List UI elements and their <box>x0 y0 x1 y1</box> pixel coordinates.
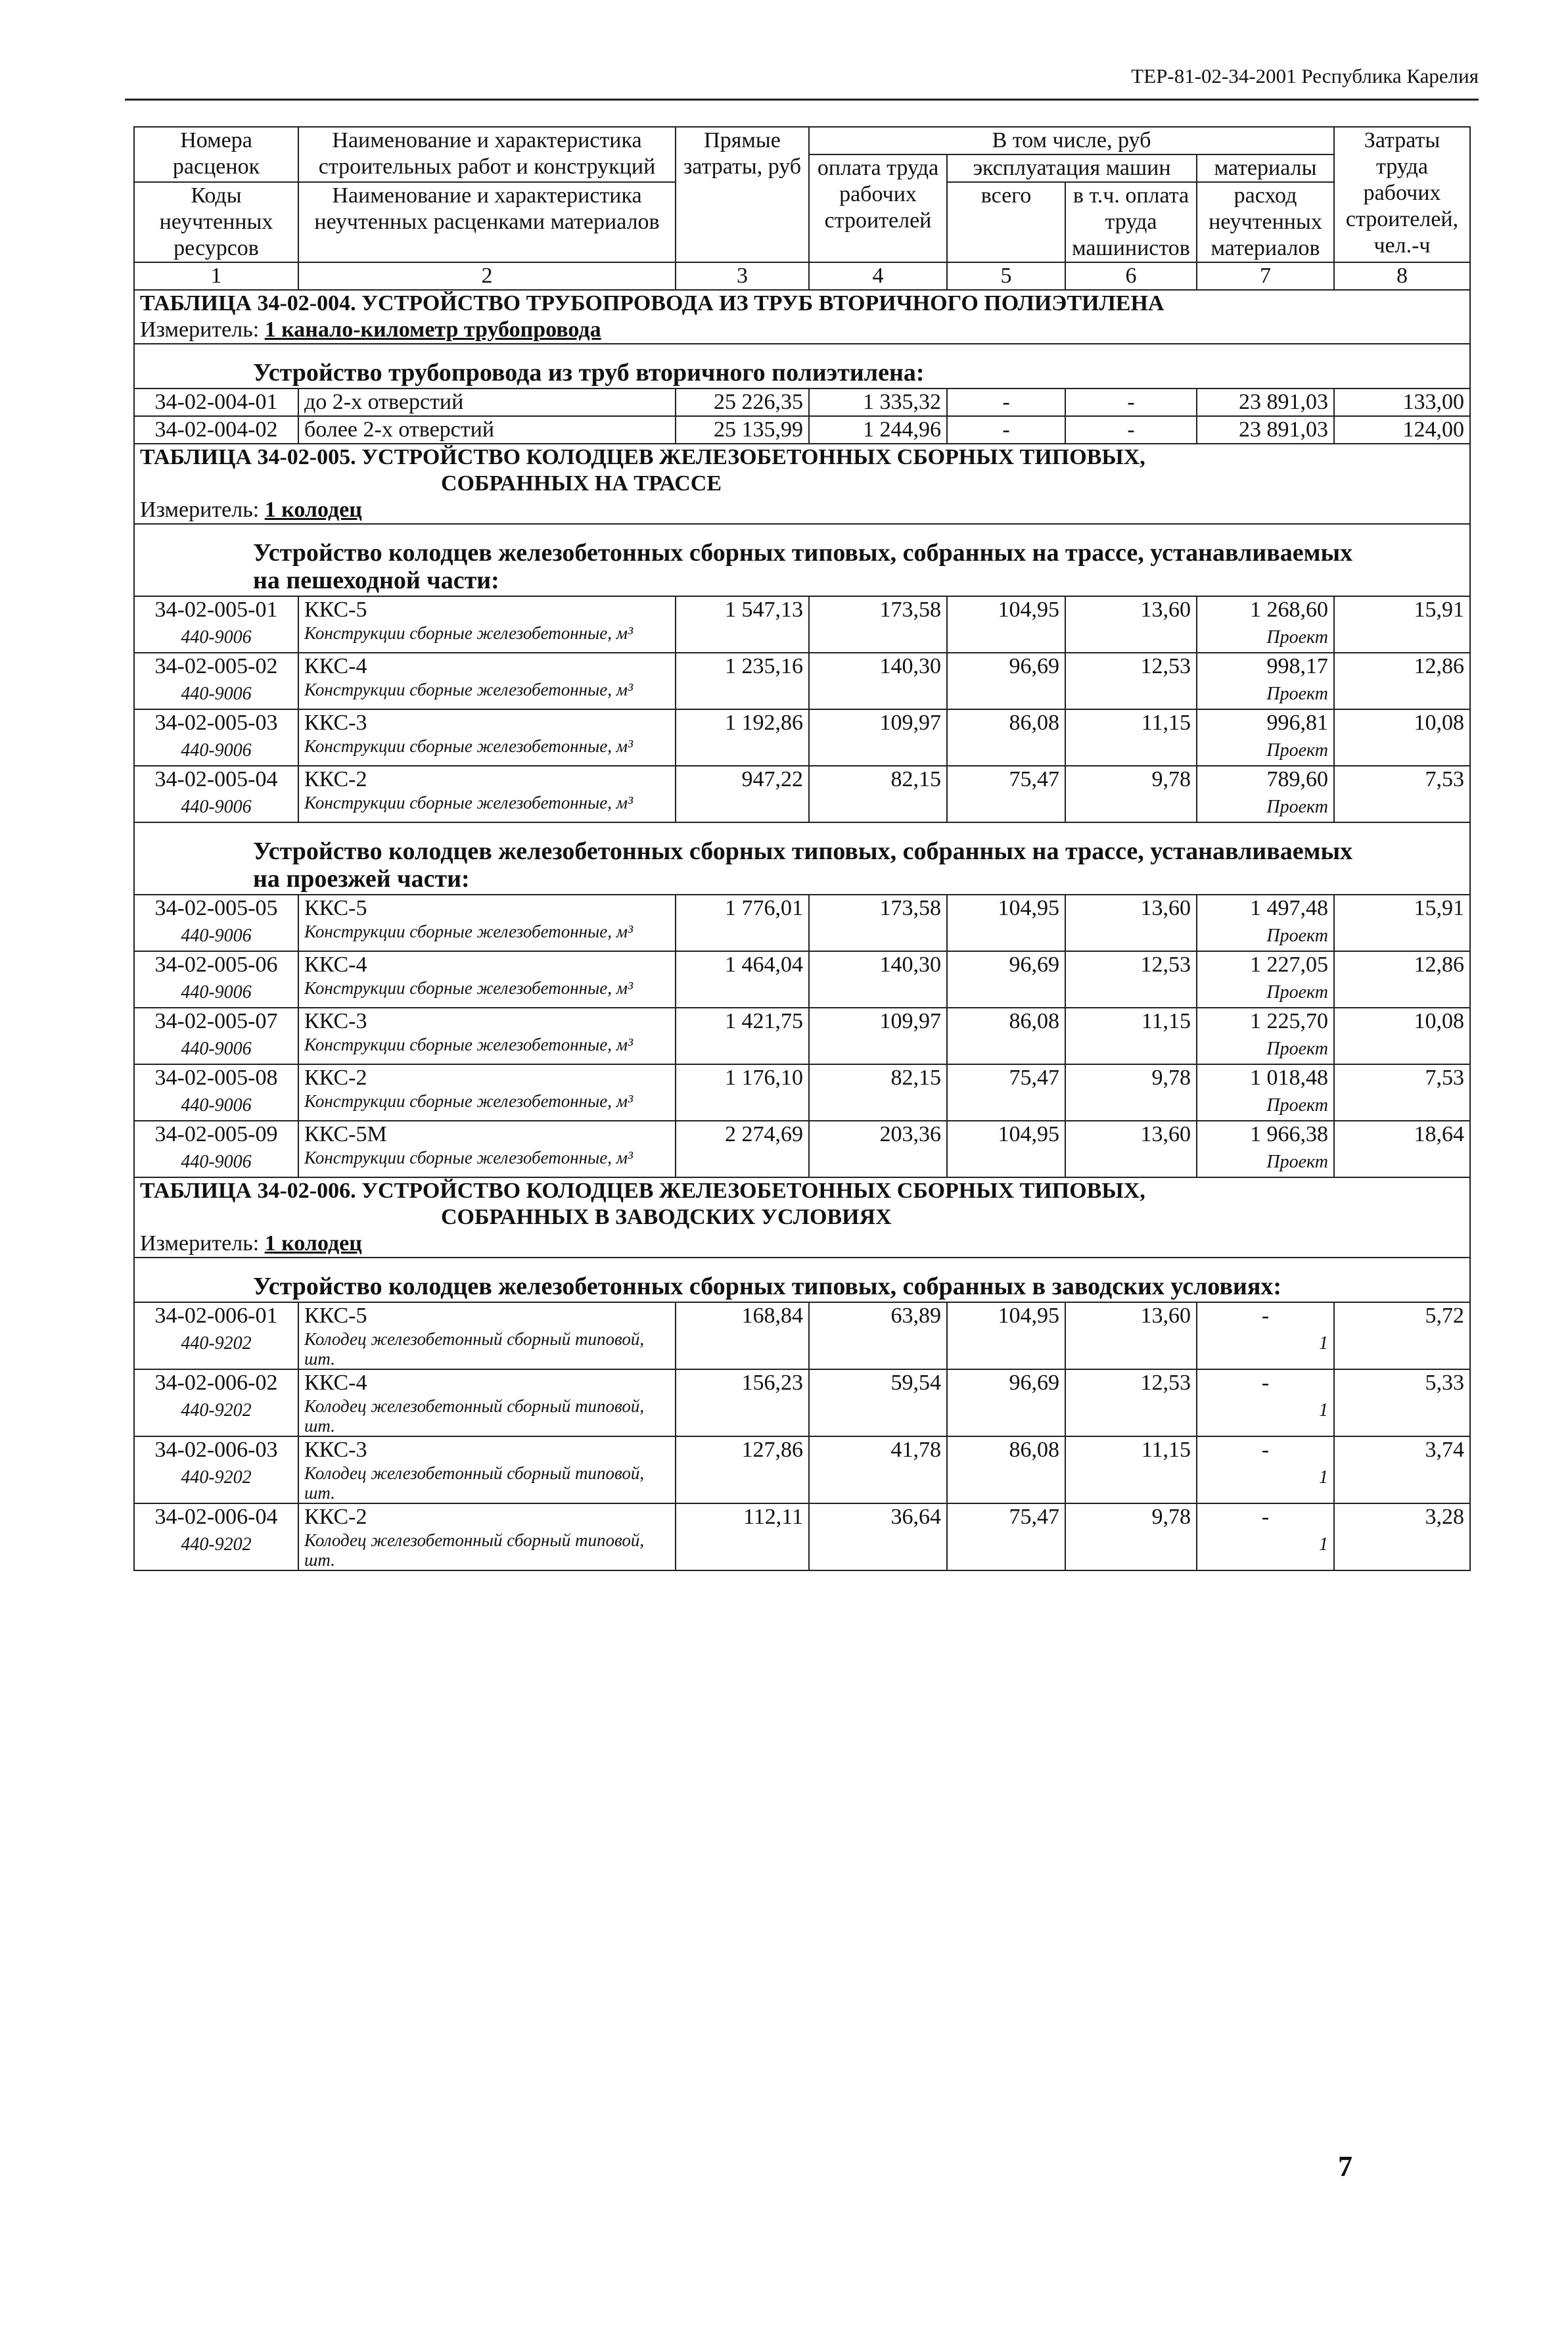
rate-code <box>134 1369 298 1436</box>
table-meter-row <box>134 497 1470 524</box>
work-name <box>298 951 676 1008</box>
labor-hours: 133,00 <box>1334 388 1470 416</box>
rate-code-text: 34-02-005-05 <box>154 896 278 920</box>
work-name-text: до 2-х отверстий <box>304 390 464 414</box>
direct-costs: 947,22 <box>676 766 809 822</box>
work-name <box>298 1064 676 1121</box>
materials <box>1197 766 1334 822</box>
rate-code <box>134 1121 298 1177</box>
column-number: 8 <box>1334 262 1470 290</box>
labor-hours: 5,33 <box>1334 1369 1470 1436</box>
header-machines: эксплуатация машин <box>947 154 1197 182</box>
materials-unit: 1 <box>1319 1333 1328 1354</box>
table-row <box>134 709 1470 766</box>
machine-total: 86,08 <box>947 1008 1065 1064</box>
direct-costs: 2 274,69 <box>676 1121 809 1177</box>
labor-pay: 1 335,32 <box>809 388 947 416</box>
rate-code-text: 34-02-005-09 <box>154 1122 278 1146</box>
rate-code <box>134 1436 298 1503</box>
section-title-text: Устройство колодцев железобетонных сборных типовых, собранных на трассе, устанавливаемых <box>253 539 1353 567</box>
table-row <box>134 895 1470 951</box>
rate-code-text: 34-02-005-02 <box>154 654 278 678</box>
rate-code-text: 34-02-006-03 <box>154 1438 278 1462</box>
document-header <box>125 64 1479 101</box>
table-meter <box>134 497 1470 524</box>
section-header-row <box>134 524 1470 596</box>
resource-code: 440-9006 <box>181 926 252 946</box>
rate-code <box>134 416 298 444</box>
labor-pay: 203,36 <box>809 1121 947 1177</box>
machine-total: 75,47 <box>947 1503 1065 1570</box>
table-title-line: СОБРАННЫХ НА ТРАССЕ <box>441 471 722 496</box>
rate-code <box>134 1064 298 1121</box>
machine-labor: 9,78 <box>1065 1503 1197 1570</box>
work-name <box>298 1008 676 1064</box>
rate-code-text: 34-02-004-01 <box>154 390 278 414</box>
labor-hours: 3,28 <box>1334 1503 1470 1570</box>
labor-hours: 15,91 <box>1334 596 1470 653</box>
labor-pay: 63,89 <box>809 1302 947 1369</box>
work-name-text: ККС-5 <box>304 896 367 920</box>
work-name <box>298 1121 676 1177</box>
machine-total: 75,47 <box>947 766 1065 822</box>
machine-labor: 13,60 <box>1065 895 1197 951</box>
rate-code-text: 34-02-006-04 <box>154 1505 278 1529</box>
materials-unit: Проект <box>1266 627 1328 648</box>
meter-value: 1 канало-километр трубопровода <box>264 318 601 342</box>
header-col4: оплата труда рабочих строителей <box>809 154 947 262</box>
rate-code <box>134 709 298 766</box>
machine-total: 104,95 <box>947 596 1065 653</box>
material-name: Колодец железобетонный сборный типовой, шт. <box>304 1329 645 1369</box>
section-title <box>134 524 1470 596</box>
table-row <box>134 416 1470 444</box>
work-name-text: ККС-2 <box>304 1505 367 1529</box>
work-name <box>298 1369 676 1436</box>
materials-unit: Проект <box>1266 926 1328 946</box>
work-name-text: ККС-5 <box>304 598 367 622</box>
table-title <box>134 444 1470 497</box>
meter-label: Измеритель: <box>140 1231 260 1256</box>
materials <box>1197 596 1334 653</box>
table-title-line: ТАБЛИЦА 34-02-004. УСТРОЙСТВО ТРУБОПРОВОДА ИЗ ТРУБ ВТОРИЧНОГО ПОЛИЭТИЛЕНА <box>140 291 1164 316</box>
machine-total: 96,69 <box>947 951 1065 1008</box>
rate-code-text: 34-02-006-01 <box>154 1304 278 1328</box>
column-number: 1 <box>134 262 298 290</box>
materials <box>1197 951 1334 1008</box>
machine-total: - <box>947 416 1065 444</box>
machine-labor: 9,78 <box>1065 1064 1197 1121</box>
table-title-line: СОБРАННЫХ В ЗАВОДСКИХ УСЛОВИЯХ <box>441 1205 892 1229</box>
machine-total: 86,08 <box>947 1436 1065 1503</box>
table-title-line: ТАБЛИЦА 34-02-006. УСТРОЙСТВО КОЛОДЦЕВ ЖЕЛЕЗОБЕТОННЫХ СБОРНЫХ ТИПОВЫХ, <box>140 1179 1145 1203</box>
table-row <box>134 1121 1470 1177</box>
direct-costs: 25 226,35 <box>676 388 809 416</box>
section-title-cont: на пешеходной части: <box>253 567 499 594</box>
rate-code <box>134 766 298 822</box>
rate-code-text: 34-02-005-06 <box>154 953 278 977</box>
work-name-text: ККС-4 <box>304 654 367 678</box>
table-row <box>134 766 1470 822</box>
machine-labor: 13,60 <box>1065 1121 1197 1177</box>
direct-costs: 156,23 <box>676 1369 809 1436</box>
machine-labor: - <box>1065 416 1197 444</box>
resource-code: 440-9006 <box>181 1039 252 1059</box>
table-row <box>134 1503 1470 1570</box>
header-col8: Затраты труда рабочих строителей, чел.-ч <box>1334 127 1470 262</box>
machine-labor: - <box>1065 388 1197 416</box>
labor-pay: 173,58 <box>809 895 947 951</box>
materials-unit: Проект <box>1266 982 1328 1002</box>
rate-code <box>134 1302 298 1369</box>
labor-pay: 140,30 <box>809 951 947 1008</box>
header-col1-bottom: Коды неучтенных ресурсов <box>134 182 298 262</box>
direct-costs: 168,84 <box>676 1302 809 1369</box>
work-name-text: ККС-3 <box>304 711 367 735</box>
material-name: Конструкции сборные железобетонные, м³ <box>304 1091 634 1111</box>
rate-code <box>134 596 298 653</box>
materials <box>1197 895 1334 951</box>
material-name: Конструкции сборные железобетонные, м³ <box>304 1035 634 1054</box>
work-name-text: ККС-3 <box>304 1438 367 1462</box>
column-number: 6 <box>1065 262 1197 290</box>
machine-labor: 12,53 <box>1065 951 1197 1008</box>
header-col7: расход неучтенных материалов <box>1197 182 1334 262</box>
materials <box>1197 1008 1334 1064</box>
work-name <box>298 766 676 822</box>
work-name <box>298 1302 676 1369</box>
materials-value: - <box>1261 1304 1270 1328</box>
material-name: Конструкции сборные железобетонные, м³ <box>304 978 634 998</box>
resource-code: 440-9202 <box>181 1333 252 1354</box>
direct-costs: 112,11 <box>676 1503 809 1570</box>
document-code: ТЕР-81-02-34-2001 Республика Карелия <box>1131 64 1479 87</box>
labor-pay: 140,30 <box>809 653 947 709</box>
material-name: Конструкции сборные железобетонные, м³ <box>304 1148 634 1167</box>
materials-unit: 1 <box>1319 1467 1328 1488</box>
table-meter <box>134 317 1470 344</box>
work-name-text: ККС-4 <box>304 1371 367 1395</box>
table-row <box>134 653 1470 709</box>
section-title-text: Устройство трубопровода из труб вторичного полиэтилена: <box>253 359 925 387</box>
materials <box>1197 1503 1334 1570</box>
table-title <box>134 1177 1470 1231</box>
machine-total: 86,08 <box>947 709 1065 766</box>
direct-costs: 127,86 <box>676 1436 809 1503</box>
table-row <box>134 1064 1470 1121</box>
header-col3: Прямые затраты, руб <box>676 127 809 262</box>
section-header-row <box>134 822 1470 895</box>
work-name-text: ККС-2 <box>304 767 367 791</box>
materials <box>1197 1302 1334 1369</box>
rate-code <box>134 951 298 1008</box>
material-name: Конструкции сборные железобетонные, м³ <box>304 922 634 941</box>
table-row <box>134 1369 1470 1436</box>
labor-pay: 173,58 <box>809 596 947 653</box>
meter-label: Измеритель: <box>140 318 260 342</box>
labor-hours: 3,74 <box>1334 1436 1470 1503</box>
column-number: 2 <box>298 262 676 290</box>
table-row <box>134 951 1470 1008</box>
labor-hours: 12,86 <box>1334 653 1470 709</box>
machine-total: - <box>947 388 1065 416</box>
header-materials: материалы <box>1197 154 1334 182</box>
resource-code: 440-9006 <box>181 684 252 704</box>
labor-hours: 18,64 <box>1334 1121 1470 1177</box>
table-row <box>134 1302 1470 1369</box>
machine-labor: 11,15 <box>1065 1008 1197 1064</box>
direct-costs: 25 135,99 <box>676 416 809 444</box>
table-meter <box>134 1231 1470 1258</box>
table-row <box>134 1008 1470 1064</box>
section-header-row <box>134 344 1470 388</box>
work-name <box>298 1503 676 1570</box>
table-title-row <box>134 1177 1470 1231</box>
machine-labor: 12,53 <box>1065 653 1197 709</box>
machine-labor: 11,15 <box>1065 709 1197 766</box>
machine-labor: 11,15 <box>1065 1436 1197 1503</box>
section-title <box>134 344 1470 388</box>
header-col2-bottom: Наименование и характеристика неучтенных расценками материалов <box>298 182 676 262</box>
material-name: Колодец железобетонный сборный типовой, шт. <box>304 1530 645 1570</box>
section-title-text: Устройство колодцев железобетонных сборных типовых, собранных на трассе, устанавливаемых <box>253 837 1353 865</box>
materials-value: - <box>1261 1371 1270 1395</box>
labor-pay: 1 244,96 <box>809 416 947 444</box>
table-title-row <box>134 290 1470 317</box>
labor-pay: 59,54 <box>809 1369 947 1436</box>
work-name <box>298 653 676 709</box>
work-name <box>298 1436 676 1503</box>
machine-labor: 12,53 <box>1065 1369 1197 1436</box>
labor-hours: 10,08 <box>1334 709 1470 766</box>
rate-code-text: 34-02-005-03 <box>154 711 278 735</box>
machine-total: 104,95 <box>947 895 1065 951</box>
material-name: Колодец железобетонный сборный типовой, шт. <box>304 1396 645 1436</box>
labor-hours: 7,53 <box>1334 1064 1470 1121</box>
rate-code <box>134 1008 298 1064</box>
machine-total: 75,47 <box>947 1064 1065 1121</box>
column-numbers-row <box>134 262 1470 290</box>
work-name <box>298 416 676 444</box>
work-name-text: ККС-3 <box>304 1009 367 1033</box>
work-name-text: ККС-5М <box>304 1122 387 1146</box>
materials-value: 1 225,70 <box>1250 1009 1328 1033</box>
materials <box>1197 709 1334 766</box>
section-title-cont: на проезжей части: <box>253 865 470 893</box>
table-meter-row <box>134 1231 1470 1258</box>
direct-costs: 1 421,75 <box>676 1008 809 1064</box>
table-title <box>134 290 1470 317</box>
labor-pay: 82,15 <box>809 766 947 822</box>
materials-value: 1 497,48 <box>1250 896 1328 920</box>
table-row <box>134 1436 1470 1503</box>
materials-value: - <box>1261 1438 1270 1462</box>
material-name: Конструкции сборные железобетонные, м³ <box>304 736 634 756</box>
material-name: Конструкции сборные железобетонные, м³ <box>304 623 634 643</box>
work-name-text: ККС-2 <box>304 1066 367 1090</box>
rate-code-text: 34-02-005-01 <box>154 598 278 622</box>
materials-value: 998,17 <box>1266 654 1328 678</box>
materials-unit: Проект <box>1266 797 1328 817</box>
meter-value: 1 колодец <box>264 498 362 522</box>
machine-labor: 13,60 <box>1065 596 1197 653</box>
price-table <box>133 126 1471 1571</box>
rate-code <box>134 1503 298 1570</box>
materials-unit: 1 <box>1319 1534 1328 1555</box>
materials <box>1197 653 1334 709</box>
work-name-text: более 2-х отверстий <box>304 417 495 442</box>
work-name <box>298 709 676 766</box>
labor-pay: 82,15 <box>809 1064 947 1121</box>
page-number: 7 <box>1338 2150 1352 2182</box>
table-meter-row <box>134 317 1470 344</box>
resource-code: 440-9202 <box>181 1534 252 1555</box>
labor-hours: 124,00 <box>1334 416 1470 444</box>
rate-code-text: 34-02-005-04 <box>154 767 278 791</box>
resource-code: 440-9006 <box>181 1152 252 1172</box>
materials-unit: Проект <box>1266 684 1328 704</box>
resource-code: 440-9006 <box>181 1095 252 1116</box>
resource-code: 440-9202 <box>181 1467 252 1488</box>
header-col5: всего <box>947 182 1065 262</box>
resource-code: 440-9202 <box>181 1400 252 1421</box>
materials-value: - <box>1261 1505 1270 1529</box>
materials <box>1197 416 1334 444</box>
material-name: Конструкции сборные железобетонные, м³ <box>304 680 634 699</box>
header-col6: в т.ч. оплата труда машинистов <box>1065 182 1197 262</box>
materials-value: 1 227,05 <box>1250 953 1328 977</box>
column-number: 5 <box>947 262 1065 290</box>
rate-code <box>134 388 298 416</box>
work-name <box>298 388 676 416</box>
column-number: 7 <box>1197 262 1334 290</box>
direct-costs: 1 776,01 <box>676 895 809 951</box>
work-name <box>298 596 676 653</box>
rate-code-text: 34-02-004-02 <box>154 417 278 442</box>
materials-value: 1 018,48 <box>1250 1066 1328 1090</box>
machine-labor: 13,60 <box>1065 1302 1197 1369</box>
resource-code: 440-9006 <box>181 982 252 1002</box>
rate-code <box>134 895 298 951</box>
labor-hours: 7,53 <box>1334 766 1470 822</box>
materials-unit: Проект <box>1266 1039 1328 1059</box>
labor-pay: 36,64 <box>809 1503 947 1570</box>
labor-pay: 109,97 <box>809 1008 947 1064</box>
materials-value: 1 268,60 <box>1250 598 1328 622</box>
direct-costs: 1 176,10 <box>676 1064 809 1121</box>
table-title-row <box>134 444 1470 497</box>
section-title <box>134 1258 1470 1302</box>
labor-hours: 12,86 <box>1334 951 1470 1008</box>
header-row-1 <box>134 127 1470 154</box>
machine-total: 96,69 <box>947 653 1065 709</box>
materials-value: 23 891,03 <box>1239 390 1328 414</box>
section-title <box>134 822 1470 895</box>
table-row <box>134 596 1470 653</box>
materials <box>1197 1436 1334 1503</box>
section-header-row <box>134 1258 1470 1302</box>
material-name: Колодец железобетонный сборный типовой, шт. <box>304 1463 645 1503</box>
work-name <box>298 895 676 951</box>
machine-total: 96,69 <box>947 1369 1065 1436</box>
materials-unit: Проект <box>1266 740 1328 761</box>
work-name-text: ККС-4 <box>304 953 367 977</box>
materials-value: 1 966,38 <box>1250 1122 1328 1146</box>
labor-hours: 15,91 <box>1334 895 1470 951</box>
machine-total: 104,95 <box>947 1121 1065 1177</box>
meter-value: 1 колодец <box>264 1231 362 1256</box>
header-col1-top: Номера расценок <box>134 127 298 182</box>
table-title-line: ТАБЛИЦА 34-02-005. УСТРОЙСТВО КОЛОДЦЕВ ЖЕЛЕЗОБЕТОННЫХ СБОРНЫХ ТИПОВЫХ, <box>140 445 1145 469</box>
materials <box>1197 1121 1334 1177</box>
rate-code-text: 34-02-006-02 <box>154 1371 278 1395</box>
materials <box>1197 388 1334 416</box>
labor-pay: 109,97 <box>809 709 947 766</box>
resource-code: 440-9006 <box>181 797 252 817</box>
rate-code-text: 34-02-005-08 <box>154 1066 278 1090</box>
machine-total: 104,95 <box>947 1302 1065 1369</box>
material-name: Конструкции сборные железобетонные, м³ <box>304 793 634 812</box>
header-group: В том числе, руб <box>809 127 1334 154</box>
materials-value: 23 891,03 <box>1239 417 1328 442</box>
materials-value: 789,60 <box>1266 767 1328 791</box>
materials <box>1197 1369 1334 1436</box>
direct-costs: 1 547,13 <box>676 596 809 653</box>
materials-unit: 1 <box>1319 1400 1328 1421</box>
column-number: 4 <box>809 262 947 290</box>
labor-hours: 10,08 <box>1334 1008 1470 1064</box>
rate-code <box>134 653 298 709</box>
direct-costs: 1 192,86 <box>676 709 809 766</box>
materials <box>1197 1064 1334 1121</box>
machine-labor: 9,78 <box>1065 766 1197 822</box>
materials-unit: Проект <box>1266 1095 1328 1116</box>
materials-unit: Проект <box>1266 1152 1328 1172</box>
rate-code-text: 34-02-005-07 <box>154 1009 278 1033</box>
header-col2-top: Наименование и характеристика строительных работ и конструкций <box>298 127 676 182</box>
labor-hours: 5,72 <box>1334 1302 1470 1369</box>
resource-code: 440-9006 <box>181 627 252 648</box>
direct-costs: 1 464,04 <box>676 951 809 1008</box>
direct-costs: 1 235,16 <box>676 653 809 709</box>
work-name-text: ККС-5 <box>304 1304 367 1328</box>
column-number: 3 <box>676 262 809 290</box>
meter-label: Измеритель: <box>140 498 260 522</box>
section-title-text: Устройство колодцев железобетонных сборных типовых, собранных в заводских условиях: <box>253 1273 1282 1300</box>
table-row <box>134 388 1470 416</box>
resource-code: 440-9006 <box>181 740 252 761</box>
labor-pay: 41,78 <box>809 1436 947 1503</box>
materials-value: 996,81 <box>1266 711 1328 735</box>
